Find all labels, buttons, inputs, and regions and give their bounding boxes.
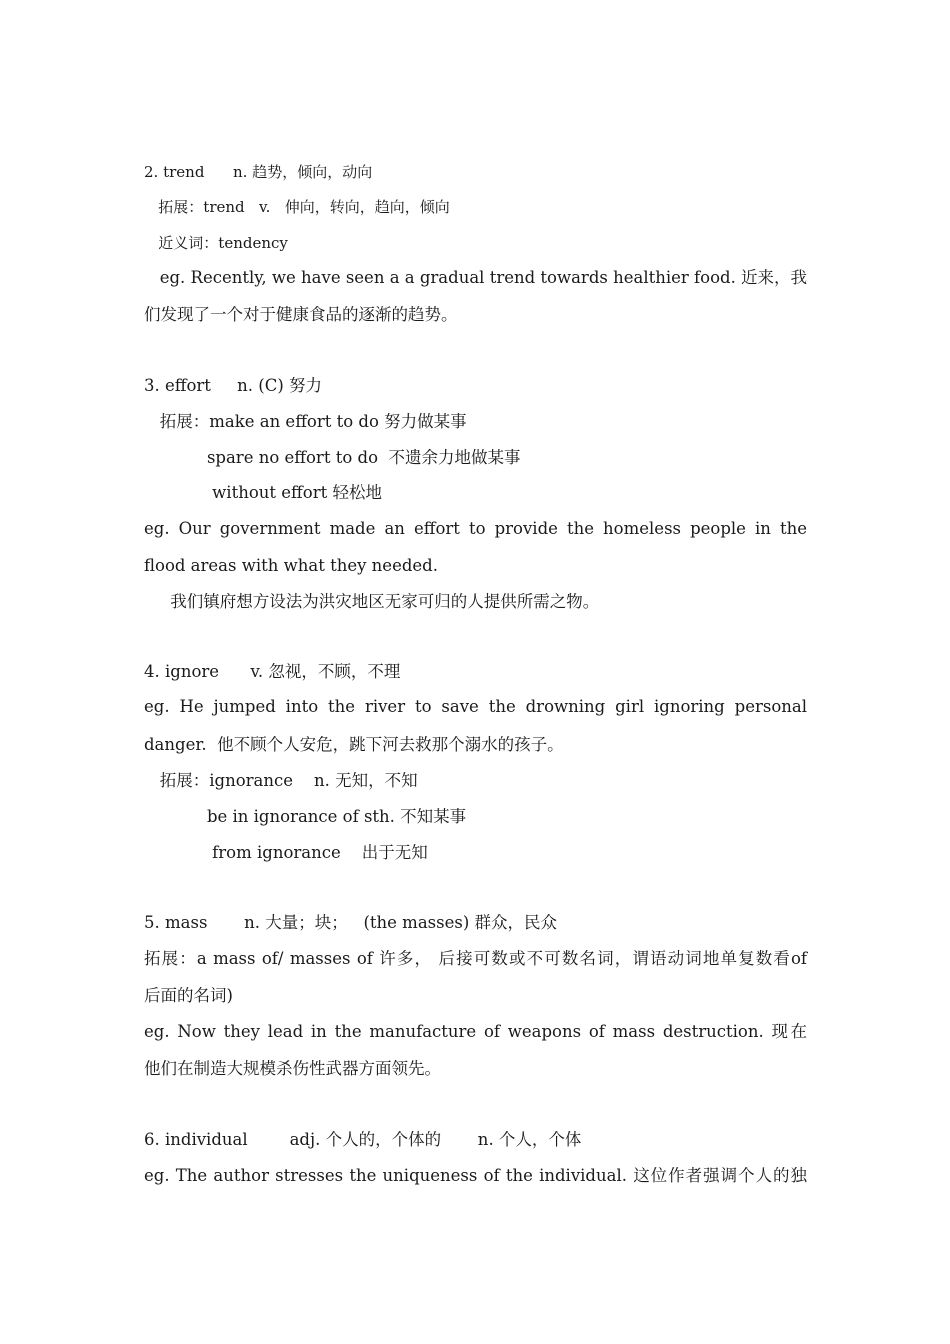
entry-heading-mass: 5. mass n. 大量；块； (the masses) 群众，民众 <box>144 913 558 932</box>
extension-line: 拓展：ignorance n. 无知，不知 <box>144 771 418 790</box>
extension-line: without effort 轻松地 <box>144 483 382 502</box>
example-translation: 们发现了一个对于健康食品的逐渐的趋势。 <box>144 305 458 324</box>
extension-line: be in ignorance of sth. 不知某事 <box>144 807 467 826</box>
example-sentence: eg. The author stresses the uniqueness of the individual. 这位作者强调个人的独 <box>144 1166 807 1185</box>
extension-line: 拓展：make an effort to do 努力做某事 <box>144 412 467 431</box>
example-sentence-continued: flood areas with what they needed. <box>144 556 438 575</box>
example-sentence: eg. Our government made an effort to provide the homeless people in the <box>144 519 807 538</box>
example-translation: 我们镇府想方设法为洪灾地区无家可归的人提供所需之物。 <box>144 592 600 611</box>
entry-heading-individual: 6. individual adj. 个人的，个体的 n. 个人，个体 <box>144 1130 582 1149</box>
entry-heading-ignore: 4. ignore v. 忽视，不顾，不理 <box>144 662 401 681</box>
extension-line: from ignorance 出于无知 <box>144 843 428 862</box>
example-translation: 他们在制造大规模杀伤性武器方面领先。 <box>144 1059 441 1078</box>
extension-line: 拓展：trend v. 伸向，转向，趋向，倾向 <box>144 198 450 216</box>
example-sentence: eg. He jumped into the river to save the drowning girl ignoring personal <box>144 697 807 716</box>
extension-line: spare no effort to do 不遗余力地做某事 <box>144 448 521 467</box>
entry-heading-trend: 2. trend n. 趋势，倾向，动向 <box>144 163 373 181</box>
extension-line: 拓展：a mass of/ masses of 许多， 后接可数或不可数名词，谓语动词地单复数看of <box>144 949 807 968</box>
example-translation: danger. 他不顾个人安危，跳下河去救那个溺水的孩子。 <box>144 735 564 754</box>
extension-line-continued: 后面的名词) <box>144 986 233 1005</box>
synonym-line: 近义词：tendency <box>144 234 288 252</box>
entry-heading-effort: 3. effort n. (C) 努力 <box>144 376 323 395</box>
example-sentence: eg. Now they lead in the manufacture of weapons of mass destruction. 现在 <box>144 1022 807 1041</box>
example-sentence: eg. Recently, we have seen a a gradual trend towards healthier food. 近来，我 <box>144 268 808 287</box>
